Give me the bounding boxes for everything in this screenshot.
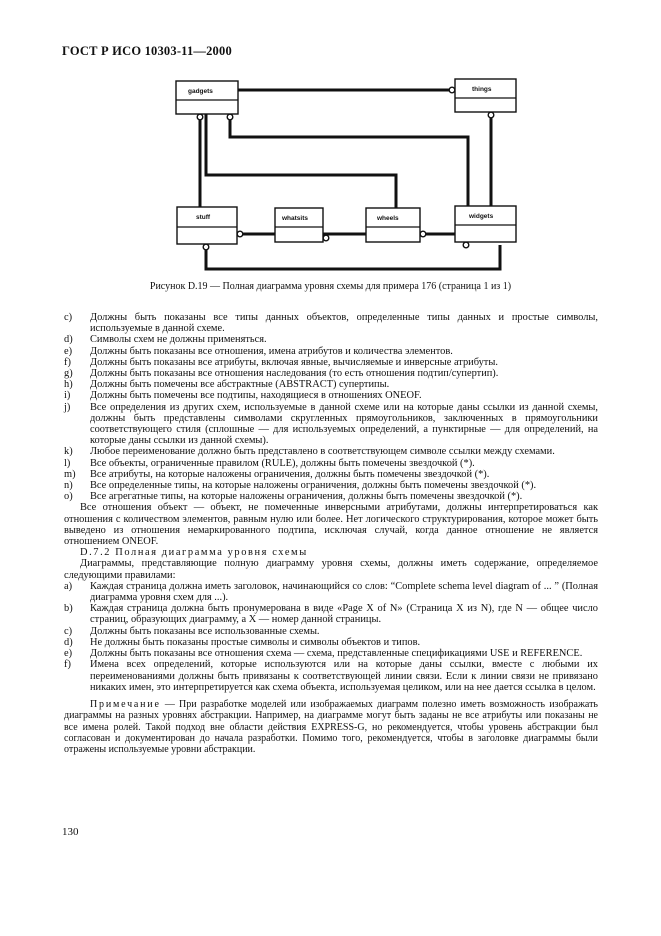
list-item — [64, 659, 598, 693]
relation-stuff-widgets — [206, 245, 500, 269]
list-item — [64, 603, 598, 626]
list-item-label: c) — [64, 312, 73, 323]
list-item-text: Все определения из других схем, используемые в данной схеме или на которые даны ссылки из данной схемы, должны быть представлены символами скругленных прямоугольников, заключенных в прямоугольники соответствующего стиля (сплошные — для используемых определений, а пунктирные — для определений, на которые даны ссылки из данной схемы). — [90, 401, 598, 447]
list-item-text: Каждая страница должна быть пронумерована в виде «Page X of N» (Страница X из N), где N — общее число страниц, образующих диаграмму, а X — номер данной страницы. — [90, 603, 598, 626]
stuff-label: stuff — [196, 214, 211, 221]
list-item — [64, 379, 598, 391]
list-item — [64, 648, 598, 660]
list-item-text: Должны быть показаны все типы данных объектов, определенные типы данных и простые символы, используемые в данной схеме. — [90, 312, 598, 335]
list-item-text: Каждая страница должна иметь заголовок, начинающийся со слов: “Complete schema level diagram of ... ” (Полная диаграмма уровня схем для ...). — [90, 580, 598, 604]
paragraph-rules-intro: Диаграммы, представляющие полную диаграмму уровня схемы, должны иметь содержание, определяемое следующими правилами: — [64, 558, 598, 581]
list-item — [64, 312, 598, 335]
gadgets-box — [176, 81, 238, 114]
whatsits-label: whatsits — [282, 215, 309, 222]
list-item-label: e) — [64, 345, 73, 357]
list-item-text: Должны быть показаны все атрибуты, включая явные, вычисляемые и инверсные атрибуты. — [90, 356, 498, 368]
widgets-box — [455, 206, 516, 242]
schema-diagram — [0, 0, 661, 300]
gadgets-label: gadgets — [188, 88, 213, 95]
list-item-label: n) — [64, 480, 73, 492]
list-item — [64, 345, 598, 357]
list-item-label: o) — [64, 491, 73, 503]
list-item — [64, 468, 598, 480]
list-item — [64, 580, 598, 604]
wheels-label: wheels — [377, 215, 399, 222]
list-item-label: d) — [64, 636, 73, 648]
list-item-text: Все агрегатные типы, на которые наложены ограничения, должны быть помечены звездочкой (*). — [90, 491, 523, 503]
list-item-label: f) — [64, 356, 71, 368]
list-item-text: Должны быть помечены все абстрактные (ABSTRACT) супертипы. — [90, 379, 390, 391]
document-header: ГОСТ Р ИСО 10303-11—2000 — [62, 44, 232, 58]
note-text: — При разработке моделей или изображаемых диаграмм полезно иметь возможность изображать диаграммы на разных уровнях абстракции. Например, на диаграмме могут быть заданы не все атрибуты или показаны не все имена ролей. Такой подход вне области действия EXPRESS-G, но рекомендуется, чтобы уровень абстракции был согласован и документирован до начала разработки. Помимо того, рекомендуется, чтобы в заголовке диаграммы были отражены используемые уровни абстракции. — [64, 698, 598, 756]
list-item-text: Имена всех определений, которые используются или на которые даны ссылки, вместе с любыми их переименованиями должны быть привязаны к соответствующей линии связи. Если к линии связи не привязано никаких имен, это интерпретируется как схема объекта, используемая целиком, или на нее дается ссылка в целом. — [90, 659, 598, 693]
list-item — [64, 390, 598, 402]
list-item-text: Любое переименование должно быть представлено в соответствующем символе ссылки между схемами. — [90, 446, 555, 458]
list-item-text: Должны быть показаны все отношения, имена атрибутов и количества элементов. — [90, 345, 453, 357]
list-item — [64, 636, 598, 648]
list-item — [64, 480, 598, 492]
page-number: 130 — [62, 826, 79, 838]
list-item-label: g) — [64, 368, 73, 380]
figure-caption: Рисунок D.19 — Полная диаграмма уровня схемы для примера 176 (страница 1 из 1) — [149, 281, 512, 292]
wheels-box — [366, 208, 420, 242]
section-title: D.7.2 Полная диаграмма уровня схемы — [80, 547, 308, 559]
widgets-label: widgets — [469, 213, 494, 220]
things-box — [455, 79, 516, 112]
list-item — [64, 401, 598, 447]
list-item-label: m) — [64, 468, 76, 480]
list-item — [64, 491, 598, 503]
relation-gadgets-widgets — [230, 117, 468, 206]
paragraph-relations: Все отношения объект — объект, не помеченные инверсными атрибутами, должны интерпретироваться как отношения с количеством элементов, равным нулю или более. Нет логического структурирования, которое может быть выведено из отношения немаркированного подтипа, исключая случай, когда данное отношение не является отношением ONEOF. — [64, 502, 598, 548]
list-item — [64, 446, 598, 458]
list-item-label: b) — [64, 603, 73, 615]
list-item — [64, 356, 598, 368]
list-item-label: c) — [64, 625, 73, 637]
list-item-label: e) — [64, 648, 73, 660]
list-item-text: Должны быть показаны все отношения наследования (то есть отношения подтип/супертип). — [90, 368, 499, 380]
list-item-text: Должны быть показаны все отношения схема — схема, представленные спецификациями USE и REFERENCE. — [90, 648, 583, 660]
list-item-label: i) — [64, 390, 71, 402]
list-item-label: a) — [64, 580, 73, 592]
list-item-text: Символы схем не должны применяться. — [90, 334, 267, 346]
whatsits-box — [275, 208, 323, 242]
list-item — [64, 457, 598, 469]
list-item-label: k) — [64, 446, 73, 458]
things-label: things — [472, 86, 492, 93]
list-item-label: l) — [64, 457, 71, 469]
list-item-text: Не должны быть показаны простые символы и символы объектов и типов. — [90, 636, 421, 648]
list-item — [64, 334, 598, 346]
list-item-text: Все объекты, ограниченные правилом (RULE), должны быть помечены звездочкой (*). — [90, 457, 475, 469]
list-item-text: Все атрибуты, на которые наложены ограничения, должны быть помечены звездочкой (*). — [90, 468, 490, 480]
stuff-box — [177, 207, 237, 244]
list-item — [64, 368, 598, 380]
list-item — [64, 625, 598, 637]
list-item-text: Все определенные типы, на которые наложены ограничения, должны быть помечены звездочкой (*). — [90, 480, 537, 492]
list-item-label: d) — [64, 334, 73, 346]
list-item-label: j) — [64, 401, 71, 413]
list-section-1 — [64, 312, 598, 756]
list-item-text: Должны быть показаны все использованные схемы. — [90, 625, 320, 637]
note — [64, 699, 598, 755]
list-item-label: h) — [64, 379, 73, 391]
list-item-text: Должны быть помечены все подтипы, находящиеся в отношениях ONEOF. — [90, 390, 422, 402]
list-item-label: f) — [64, 659, 71, 671]
relation-gadgets-wheels — [206, 114, 396, 208]
note-label: Примечание — [90, 698, 161, 710]
